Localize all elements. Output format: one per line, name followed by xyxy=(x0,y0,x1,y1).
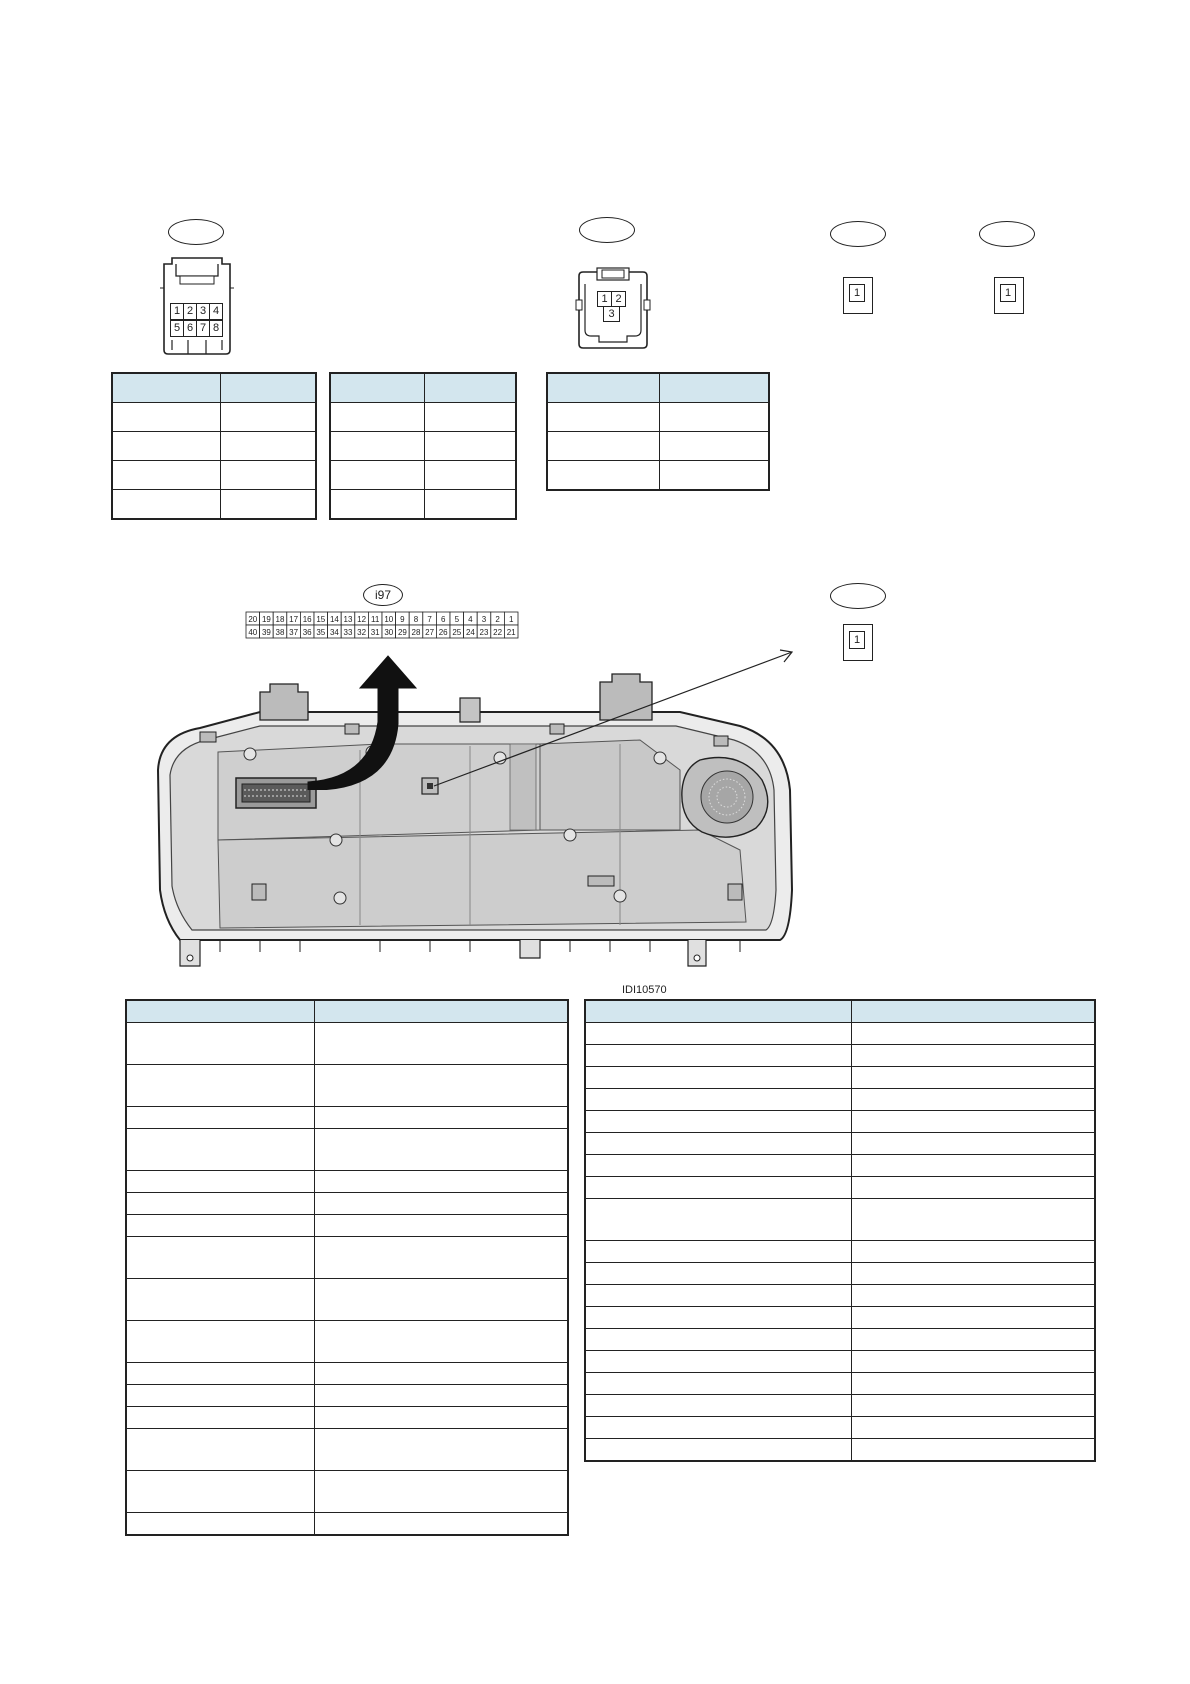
pin-number: 5 xyxy=(454,615,460,624)
terminal-table-3 xyxy=(546,372,770,491)
pin-number: 11 xyxy=(371,615,380,624)
terminal-table-left xyxy=(125,999,569,1536)
table-row xyxy=(585,1307,1095,1329)
figure-id: IDI10570 xyxy=(622,984,667,996)
pin-number: 9 xyxy=(400,615,405,624)
pin-number: 14 xyxy=(329,615,339,624)
pin-5: 5 xyxy=(170,320,184,337)
pin-1: 1 xyxy=(1000,284,1016,302)
pin-7: 7 xyxy=(196,320,210,337)
pin-2: 2 xyxy=(183,303,197,320)
table-row xyxy=(126,1171,568,1193)
table-row xyxy=(126,1279,568,1321)
terminal-table-1 xyxy=(111,372,317,520)
pin-number: 40 xyxy=(248,628,258,637)
table-row xyxy=(126,1215,568,1237)
connector-i97-label-oval: i97 xyxy=(363,584,403,606)
connector-1pin-c-label-oval xyxy=(830,583,886,609)
pin-number: 20 xyxy=(248,615,258,624)
pin-number: 29 xyxy=(397,628,407,637)
table-row xyxy=(126,1429,568,1471)
terminal-table-2 xyxy=(329,372,517,520)
pin-1: 1 xyxy=(170,303,184,320)
curved-arrow-icon xyxy=(300,650,430,790)
pin-number: 39 xyxy=(261,628,271,637)
pin-number: 15 xyxy=(316,615,326,624)
pin-number: 22 xyxy=(493,628,503,637)
pin-number: 1 xyxy=(508,615,514,624)
pin-number: 35 xyxy=(316,628,326,637)
pin-number: 18 xyxy=(275,615,285,624)
table-row xyxy=(585,1089,1095,1111)
pin-number: 34 xyxy=(329,628,339,637)
table-row xyxy=(330,432,516,461)
pin-number: 25 xyxy=(452,628,462,637)
pin-number: 17 xyxy=(289,615,299,624)
table-header-row xyxy=(112,373,316,403)
table-row xyxy=(126,1237,568,1279)
pin-number: 27 xyxy=(425,628,435,637)
table-row xyxy=(585,1329,1095,1351)
table-row xyxy=(126,1193,568,1215)
table-row xyxy=(126,1363,568,1385)
pin-number: 37 xyxy=(289,628,299,637)
table-row xyxy=(585,1395,1095,1417)
pin-number: 4 xyxy=(468,615,473,624)
table-row xyxy=(585,1155,1095,1177)
pin-number: 24 xyxy=(465,628,475,637)
table-row xyxy=(126,1385,568,1407)
table-row xyxy=(126,1065,568,1107)
connector-3pin-label-oval xyxy=(579,217,635,243)
table-row xyxy=(126,1471,568,1513)
table-row xyxy=(126,1107,568,1129)
table-row xyxy=(585,1199,1095,1241)
pin-2: 2 xyxy=(611,291,626,307)
table-row xyxy=(112,461,316,490)
table-row xyxy=(585,1241,1095,1263)
table-row xyxy=(585,1133,1095,1155)
pin-number: 21 xyxy=(506,628,516,637)
table-row xyxy=(112,432,316,461)
pin-number: 32 xyxy=(357,628,367,637)
pin-number: 7 xyxy=(427,615,432,624)
pin-number: 2 xyxy=(495,615,500,624)
leader-line xyxy=(430,640,800,790)
connector-i97-pin-grid xyxy=(245,611,521,641)
table-row xyxy=(585,1045,1095,1067)
table-header-row xyxy=(585,1000,1095,1023)
connector-8pin-label-oval xyxy=(168,219,224,245)
table-header-row xyxy=(126,1000,568,1023)
table-row xyxy=(112,490,316,520)
pin-number: 19 xyxy=(261,615,271,624)
table-row xyxy=(126,1023,568,1065)
pin-number: 6 xyxy=(440,615,446,624)
table-row xyxy=(585,1439,1095,1462)
table-row xyxy=(585,1263,1095,1285)
pin-1: 1 xyxy=(849,631,865,649)
table-row xyxy=(330,461,516,490)
pin-number: 36 xyxy=(302,628,312,637)
connector-1pin-a-label-oval xyxy=(830,221,886,247)
table-row xyxy=(126,1129,568,1171)
table-row xyxy=(585,1351,1095,1373)
pin-number: 3 xyxy=(481,615,487,624)
table-row xyxy=(547,403,769,432)
table-row xyxy=(330,403,516,432)
table-row xyxy=(126,1407,568,1429)
pin-number: 28 xyxy=(411,628,421,637)
table-row xyxy=(330,490,516,520)
pin-number: 31 xyxy=(370,628,380,637)
table-row xyxy=(585,1023,1095,1045)
table-row xyxy=(585,1373,1095,1395)
pin-1: 1 xyxy=(849,284,865,302)
table-row xyxy=(547,432,769,461)
pin-3: 3 xyxy=(603,306,620,322)
table-row xyxy=(126,1321,568,1363)
pin-number: 26 xyxy=(438,628,448,637)
terminal-table-right xyxy=(584,999,1096,1462)
pin-number: 10 xyxy=(384,615,394,624)
pin-number: 13 xyxy=(343,615,353,624)
table-row xyxy=(126,1513,568,1536)
table-row xyxy=(585,1177,1095,1199)
table-header-row xyxy=(330,373,516,403)
pin-number: 38 xyxy=(275,628,285,637)
table-row xyxy=(585,1417,1095,1439)
table-row xyxy=(585,1067,1095,1089)
pin-1: 1 xyxy=(597,291,612,307)
pin-number: 8 xyxy=(413,615,419,624)
pin-number: 33 xyxy=(343,628,353,637)
pin-6: 6 xyxy=(183,320,197,337)
pin-number: 16 xyxy=(302,615,312,624)
table-row xyxy=(585,1285,1095,1307)
table-row xyxy=(547,461,769,491)
connector-1pin-b-label-oval xyxy=(979,221,1035,247)
pin-number: 12 xyxy=(357,615,367,624)
pin-4: 4 xyxy=(209,303,223,320)
pin-3: 3 xyxy=(196,303,210,320)
table-row xyxy=(112,403,316,432)
pin-number: 30 xyxy=(384,628,394,637)
table-row xyxy=(585,1111,1095,1133)
pin-8: 8 xyxy=(209,320,223,337)
table-header-row xyxy=(547,373,769,403)
pin-number: 23 xyxy=(479,628,489,637)
